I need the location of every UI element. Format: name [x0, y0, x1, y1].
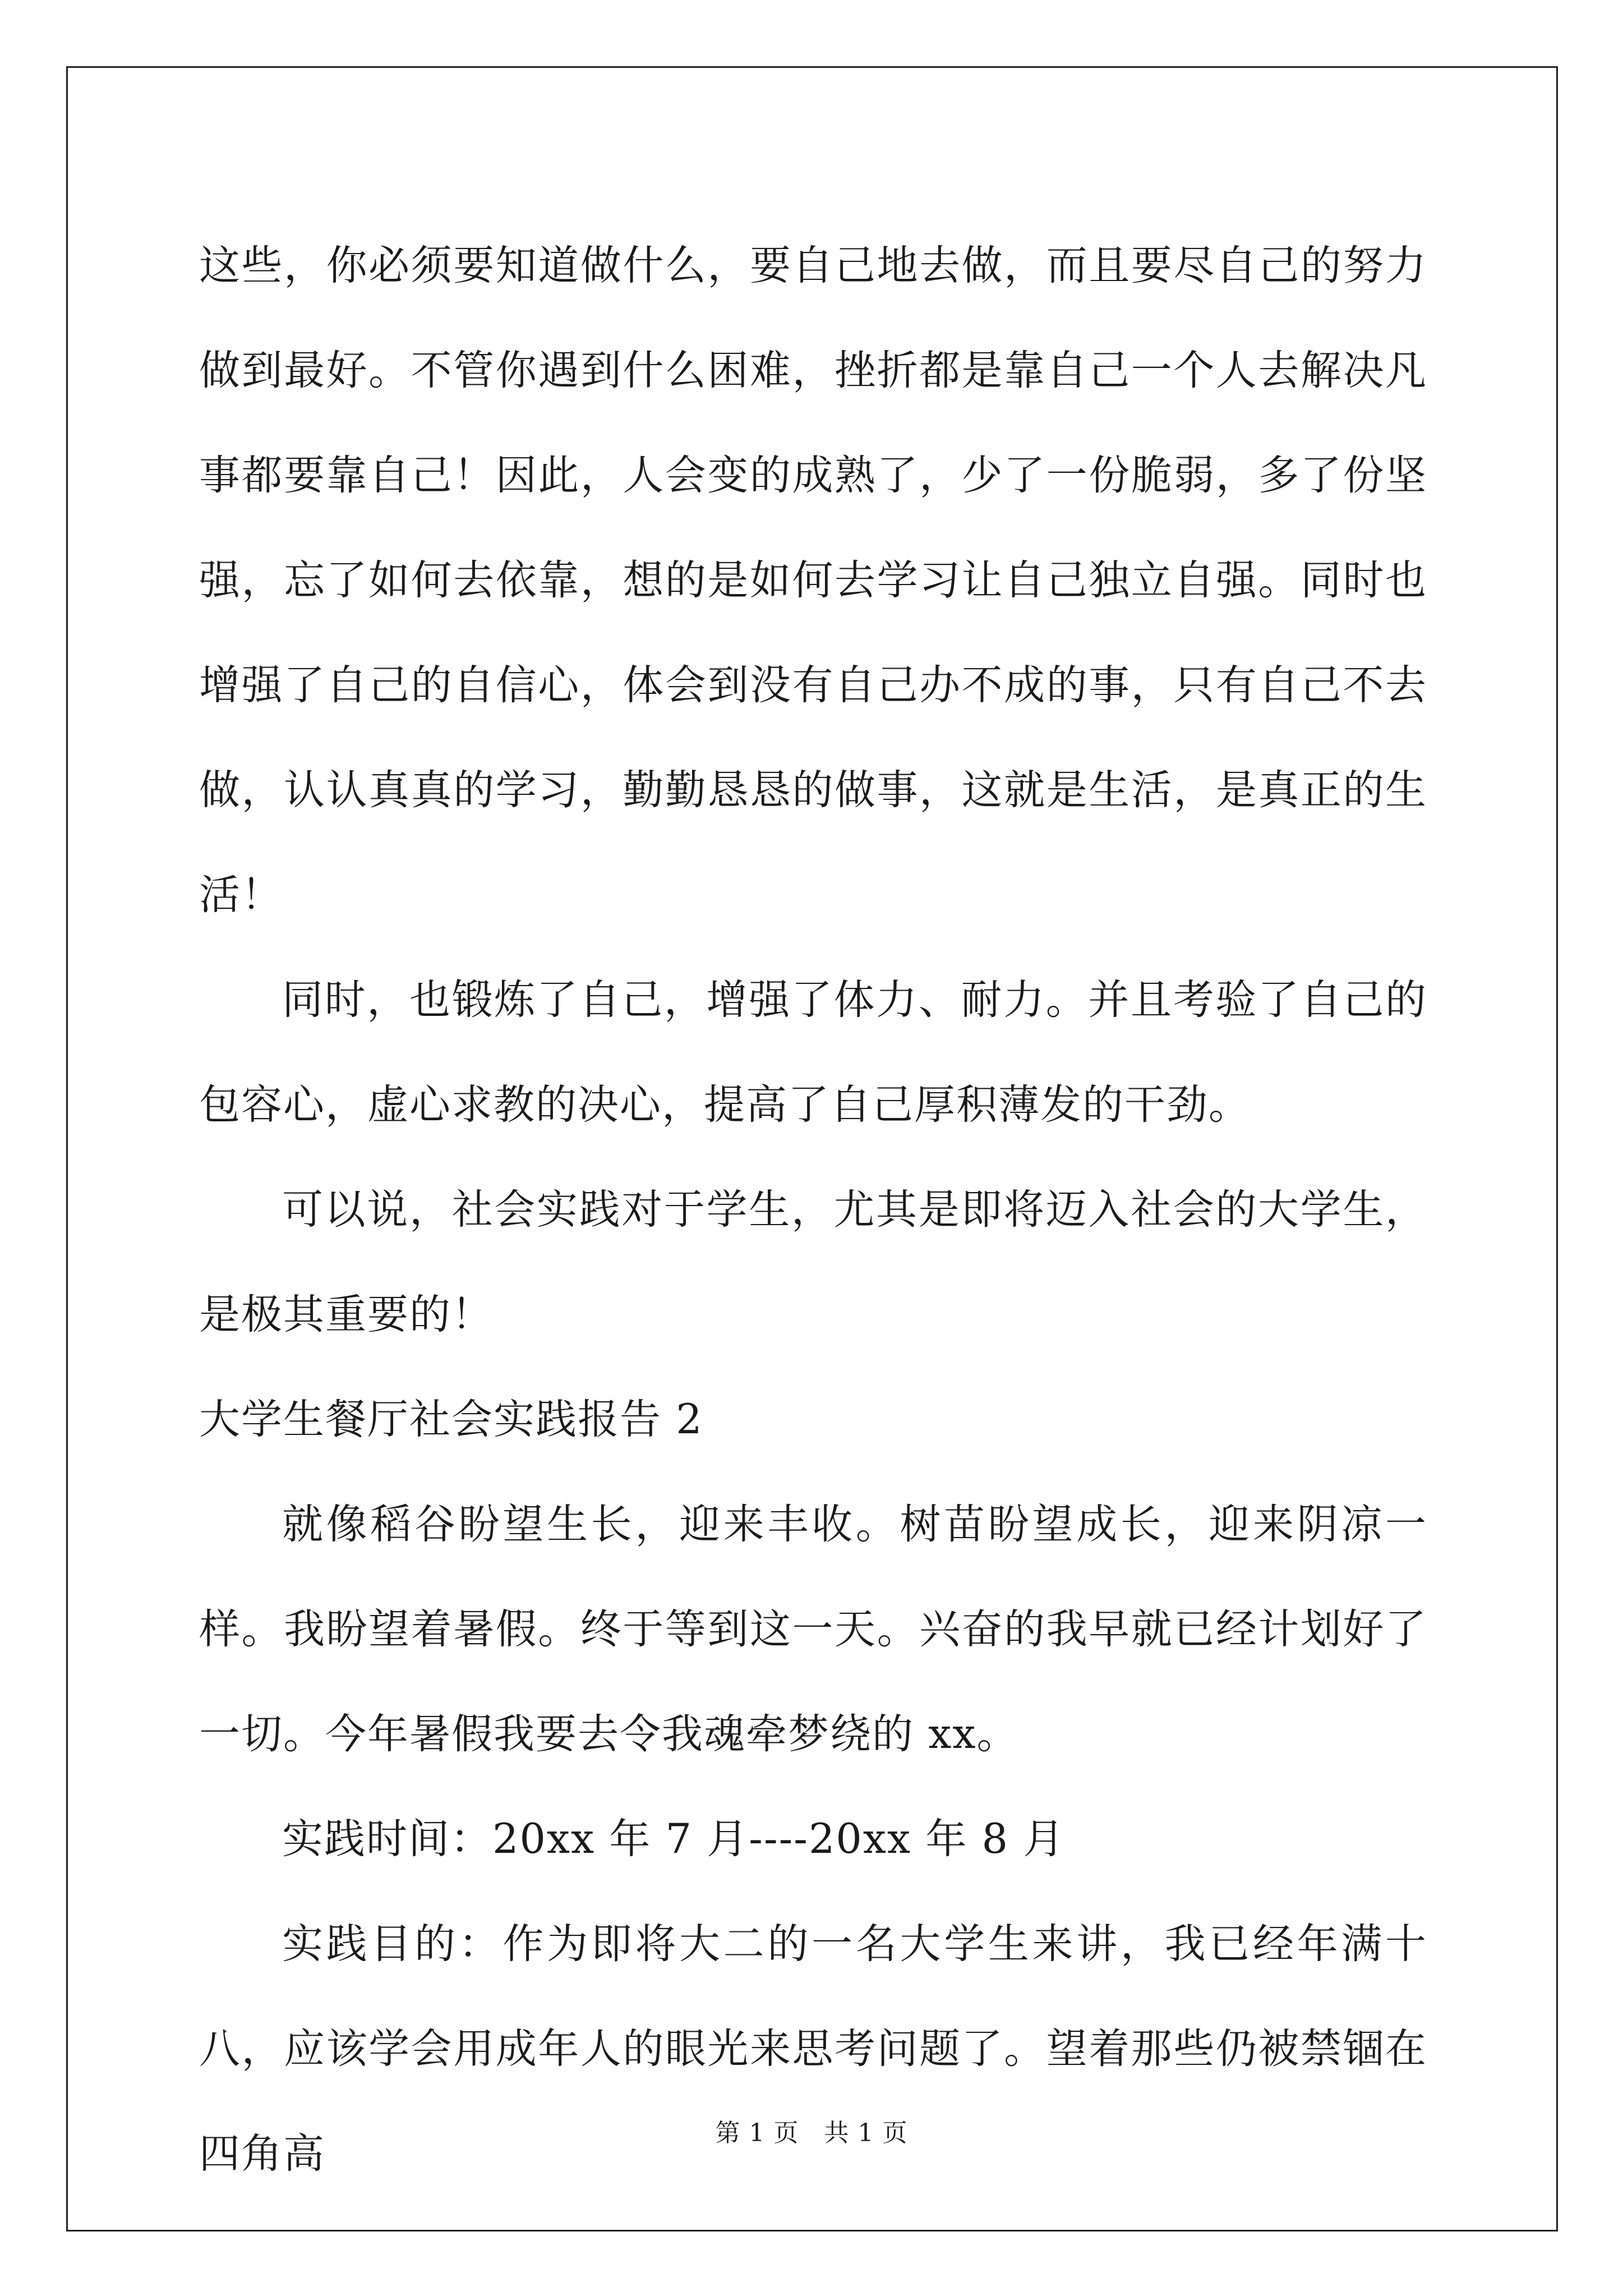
paragraph-continuation: 这些，你必须要知道做什么，要自己地去做，而且要尽自己的努力做到最好。不管你遇到什么困难，挫折都是靠自己一个人去解决凡事都要靠自己！因此，人会变的成熟了，少了一份脆弱，多了份坚强，忘了如何去依靠，想的是如何去学习让自己独立自强。同时也增强了自己的自信心，体会到没有自己办不成的事，只有自己不去做，认认真真的学习，勤勤恳恳的做事，这就是生活，是真正的生活！: [199, 242, 1427, 919]
paragraph-exercise: 同时，也锻炼了自己，增强了体力、耐力。并且考验了自己的包容心，虚心求教的决心，提高了自己厚积薄发的干劲。: [199, 976, 1427, 1129]
paragraph-practice-time: 实践时间：20xx 年 7 月----20xx 年 8 月: [282, 1815, 1066, 1863]
paragraph-conclusion: 可以说，社会实践对于学生，尤其是即将迈入社会的大学生，是极其重要的！: [199, 1186, 1427, 1338]
paragraph-intro: 就像稻谷盼望生长，迎来丰收。树苗盼望成长，迎来阴凉一样。我盼望着暑假。终于等到这一天。兴奋的我早就已经计划好了一切。今年暑假我要去令我魂牵梦绕的 xx。: [199, 1501, 1427, 1758]
document-body: [199, 213, 1427, 2206]
page-footer: 第 1 页 共 1 页: [715, 2119, 908, 2147]
section-title: 大学生餐厅社会实践报告 2: [199, 1396, 703, 1443]
paragraph-practice-purpose: 实践目的：作为即将大二的一名大学生来讲，我已经年满十八，应该学会用成年人的眼光来思考问题了。望着那些仍被禁锢在四角高: [199, 1920, 1427, 2178]
